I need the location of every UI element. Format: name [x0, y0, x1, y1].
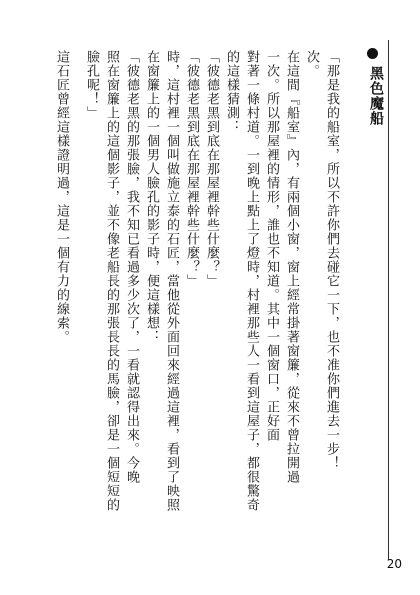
text-column: 在這間『船室』內，有兩個小窗，窗上經常掛著窗簾，從來不曾拉開過 — [284, 50, 299, 484]
text-column: 臉孔呢！」 — [84, 50, 99, 120]
text-column: 「彼德老黑的那張臉，我不知已看過多少次了，一看就認得出來。今晚 — [124, 50, 139, 484]
text-column: 時，這村裡一個叫做施立泰的石匠，當他從外面回來經過這裡，看到了映照 — [164, 50, 179, 512]
bullet-icon — [367, 48, 378, 59]
header-divider — [388, 40, 389, 560]
text-column: 的這樣猜測： — [224, 50, 239, 134]
column-gap — [72, 50, 80, 570]
text-column: 一次。所以那屋裡的情形，誰也不知道。其中一個窗口，正好面 — [264, 50, 279, 442]
text-column: 對著一條村道。一到晚上點上了燈時，村裡那些人一看到這屋子，都很驚奇 — [244, 50, 259, 512]
chapter-title: 黑色魔船 — [368, 66, 384, 126]
body-text — [28, 50, 340, 570]
text-column: 在窗簾上的一個男人臉孔的影子時，便這樣想： — [144, 50, 159, 344]
text-column: 次。 — [304, 50, 319, 78]
page-number: 20 — [386, 557, 402, 571]
text-column: 這石匠曾經這樣證明過，這是一個有力的線索。 — [54, 50, 69, 344]
text-column: 照在窗簾上的這個影子，並不像老船長的那張長長的馬臉，卻是一個短短的 — [104, 50, 119, 512]
text-column: 「那是我的船室，所以不許你們去碰它一下，也不准你們進去一步！ — [324, 50, 339, 470]
page-header — [354, 40, 394, 560]
text-column: 「彼德老黑到底在那屋裡幹些什麼？」 — [204, 50, 219, 288]
text-column: 「彼德老黑到底在那屋裡幹些什麼？」 — [184, 50, 199, 288]
